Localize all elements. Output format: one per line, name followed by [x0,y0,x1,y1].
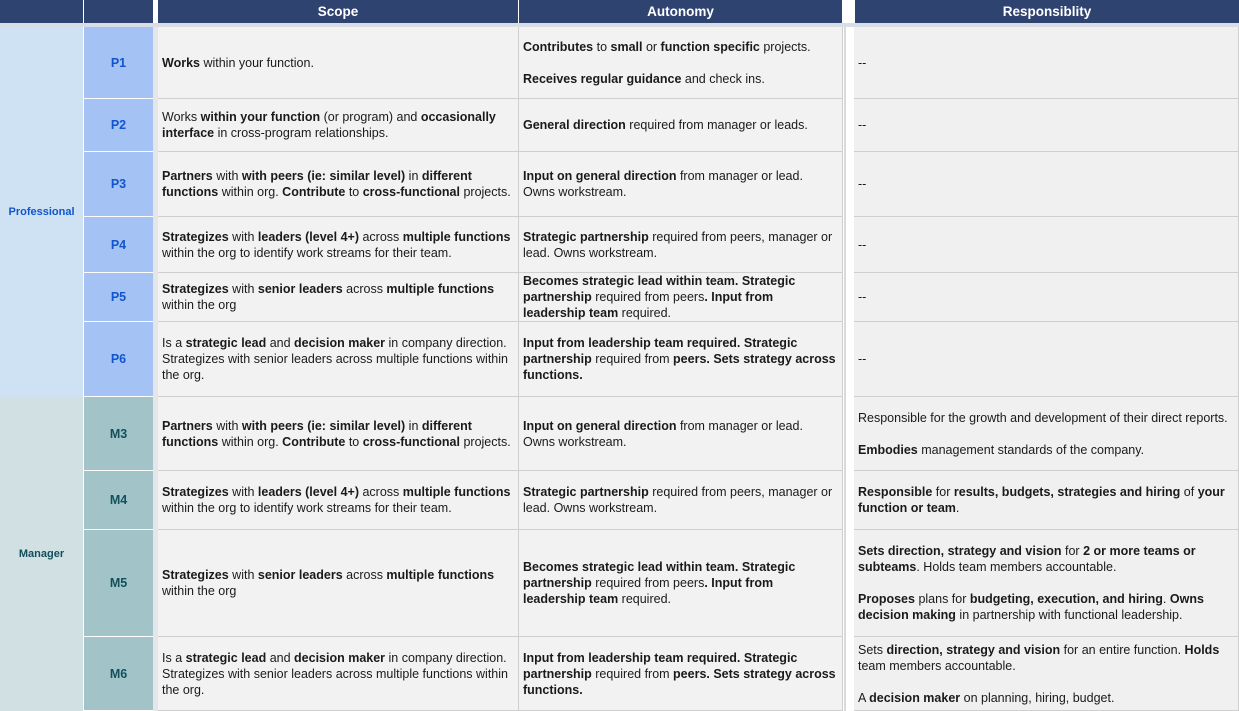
bold-text: Strategizes [162,282,229,296]
text-run: with [212,169,242,183]
bold-text: with peers (ie: similar level) [241,169,406,183]
text-run: required from manager or leads. [625,118,808,132]
level-label: P6 [84,322,153,397]
text-run: with [212,418,242,433]
paragraph [162,335,514,383]
bold-text: senior leaders [257,282,343,296]
text-run: on planning, hiring, budget. [960,690,1115,705]
paragraph [858,176,1234,192]
responsibility-cell [854,27,1239,99]
responsibility-cell [854,397,1239,471]
paragraph [523,71,838,87]
text-run: to [593,39,611,54]
text-run: -- [858,290,867,304]
bold-text: decision maker [294,336,386,350]
responsibility-cell [854,471,1239,530]
text-run: within org. [218,434,283,449]
text-run: Sets [858,642,887,657]
paragraph [162,229,514,261]
scope-cell [158,637,519,711]
text-run: -- [858,177,867,191]
text-run: Works [162,110,201,124]
bold-text: Strategic partnership [523,485,649,499]
bold-text: strategic lead [185,650,267,665]
paragraph-gap [858,575,1234,591]
bold-text: multiple functions [386,282,495,296]
text-run: . [1162,592,1170,606]
text-run: for [1061,544,1084,558]
paragraph [162,55,514,71]
bold-text: leaders (level 4+) [257,485,359,499]
text-run: across [359,229,403,244]
paragraph-gap [523,55,838,71]
paragraph [858,484,1234,516]
autonomy-cell [519,397,843,471]
paragraph [523,39,838,55]
text-run: for [932,485,954,499]
bold-text: multiple functions [386,568,495,582]
bold-text: Receives regular guidance [523,71,682,86]
text-run: within the org [162,298,237,312]
paragraph [858,55,1234,71]
bold-text: peers. Sets strategy across functions. [523,666,836,697]
responsibility-cell [854,217,1239,273]
paragraph-gap [858,426,1234,442]
text-run: A [858,690,870,705]
autonomy-cell [519,471,843,530]
text-run: within org. [218,185,283,199]
paragraph [162,650,514,698]
paragraph [858,351,1234,367]
text-run: within the org to identify work streams for their team. [162,501,452,515]
header-blank-level [84,0,153,23]
bold-text: 2 or more teams or subteams [858,544,1196,574]
paragraph [162,168,514,200]
text-run: in cross-program relationships. [214,126,389,140]
bold-text: General direction [523,118,626,132]
bold-text: different functions [162,418,472,449]
text-run: and [266,336,295,350]
text-run: required. [618,306,671,320]
text-run: in [405,418,422,433]
autonomy-cell [519,273,843,322]
level-label: P3 [84,152,153,217]
bold-text: Becomes strategic lead within team. Strategic partnership [523,560,796,590]
bold-text: cross-functional [362,185,460,199]
level-label: M3 [84,397,153,471]
text-run: to [345,185,363,199]
bold-text: Strategic partnership [523,229,649,244]
bold-text: Input from leadership team required. Strategic partnership [523,336,798,366]
scope-cell [158,152,519,217]
text-run: required from peers [591,576,705,590]
bold-text: Input on general direction [523,169,677,183]
bold-text: Contribute [282,185,346,199]
paragraph [858,642,1234,674]
text-run: -- [858,118,867,132]
paragraph [523,168,838,200]
paragraph [523,117,838,133]
bold-text: Works [162,55,200,70]
header-responsibility: Responsiblity [855,0,1239,23]
header-blank-group [0,0,83,23]
text-run: required from peers, manager or lead. Owns workstream. [523,229,833,260]
text-run: across [342,282,387,296]
bold-text: cross-functional [362,434,460,449]
bold-text: Holds [1184,642,1220,657]
bold-text: function specific [660,39,760,54]
text-run: team members accountable. [858,658,1016,673]
text-run: projects. [459,185,511,199]
bold-text: occasionally interface [162,110,496,140]
text-run: with [228,485,258,499]
scope-cell [158,471,519,530]
paragraph [523,650,838,698]
text-run: required. [618,592,671,606]
bold-text: Embodies [858,442,918,457]
bold-text: Strategizes [162,229,229,244]
bold-text: Responsible [858,485,933,499]
text-run: required from [591,352,674,366]
paragraph [162,281,514,313]
text-run: across [342,568,387,582]
autonomy-cell [519,530,843,637]
text-run: within the org [162,584,237,598]
text-run: required from peers [591,290,705,304]
paragraph [523,335,838,383]
bold-text: . Input from leadership team [523,290,774,320]
paragraph [162,418,514,450]
text-run: from manager or lead. Owns workstream. [523,418,803,449]
paragraph [523,484,838,516]
text-run: -- [858,55,867,70]
autonomy-cell [519,217,843,273]
text-run: with [228,282,258,296]
level-label: P5 [84,273,153,322]
scope-cell [158,273,519,322]
bold-text: Contribute [282,434,346,449]
responsibility-cell [854,530,1239,637]
text-run: within your function. [199,55,314,70]
paragraph [162,484,514,516]
bold-text: strategic lead [185,336,267,350]
paragraph [858,289,1234,305]
text-run: projects. [459,434,511,449]
text-run: across [359,485,403,499]
text-run: within the org to identify work streams for their team. [162,245,452,260]
paragraph [858,410,1234,426]
paragraph [858,237,1234,253]
text-run: -- [858,237,867,252]
autonomy-cell [519,152,843,217]
scope-cell [158,99,519,152]
autonomy-cell [519,322,843,397]
bold-text: Sets direction, strategy and vision [858,544,1062,558]
text-run: or [642,39,661,54]
text-run: in partnership with functional leadership. [955,608,1183,622]
scope-cell [158,397,519,471]
bold-text: leaders (level 4+) [257,229,359,244]
text-run: required from [591,666,674,681]
bold-text: Partners [162,418,213,433]
bold-text: within your function [200,110,321,124]
text-run: projects. [759,39,811,54]
group-label-professional: Professional [0,27,83,397]
group-label-manager: Manager [0,397,83,711]
scope-cell [158,322,519,397]
level-label: M4 [84,471,153,530]
bold-text: Input on general direction [523,418,677,433]
level-label: P4 [84,217,153,273]
paragraph [523,559,838,607]
level-label: M6 [84,637,153,711]
responsibility-cell [854,273,1239,322]
text-run: in company direction. Strategizes with senior leaders across multiple functions within the org. [162,336,508,382]
responsibility-cell [854,99,1239,152]
bold-text: Partners [162,169,213,183]
autonomy-cell [519,27,843,99]
bold-text: . Input from leadership team [523,576,774,606]
bold-text: direction, strategy and vision [886,642,1061,657]
text-run: plans for [914,592,970,606]
responsibility-cell [854,322,1239,397]
level-label: P1 [84,27,153,99]
bold-text: Strategizes [162,485,229,499]
text-run: for an entire function. [1060,642,1185,657]
text-run: . [955,501,960,515]
text-run: and check ins. [681,71,765,86]
bold-text: small [610,39,643,54]
responsibility-cell [854,637,1239,711]
column-separator [843,27,854,711]
bold-text: with peers (ie: similar level) [241,418,406,433]
paragraph [162,109,514,141]
bold-text: multiple functions [402,229,511,244]
paragraph [858,591,1234,623]
bold-text: Proposes [858,592,915,606]
bold-text: Contributes [523,39,594,54]
bold-text: senior leaders [257,568,343,582]
bold-text: different functions [162,169,472,199]
bold-text: decision maker [294,650,386,665]
level-label: M5 [84,530,153,637]
level-label: P2 [84,99,153,152]
autonomy-cell [519,637,843,711]
paragraph [858,442,1234,458]
scope-cell [158,530,519,637]
scope-cell [158,217,519,273]
header-scope: Scope [158,0,518,23]
text-run: in company direction. Strategizes with senior leaders across multiple functions within the org. [162,650,508,697]
bold-text: Strategizes [162,568,229,582]
paragraph [858,543,1234,575]
text-run: required from peers, manager or lead. Owns workstream. [523,485,833,515]
paragraph-gap [858,674,1234,690]
bold-text: Owns decision making [858,592,1204,622]
bold-text: budgeting, execution, and hiring [969,592,1163,606]
bold-text: multiple functions [402,485,511,499]
header-autonomy: Autonomy [519,0,842,23]
text-run: with [228,229,258,244]
text-run: from manager or lead. Owns workstream. [523,169,803,199]
bold-text: Input from leadership team required. Strategic partnership [523,650,798,681]
bold-text: decision maker [869,690,961,705]
text-run: in [405,169,422,183]
paragraph [523,273,838,321]
paragraph [858,117,1234,133]
text-run: Is a [162,336,186,350]
bold-text: Becomes strategic lead within team. Strategic partnership [523,274,796,304]
paragraph [523,229,838,261]
responsibility-cell [854,152,1239,217]
text-run: and [266,650,295,665]
text-run: management standards of the company. [917,442,1145,457]
text-run: to [345,434,363,449]
autonomy-cell [519,99,843,152]
text-run: . Holds team members accountable. [916,560,1117,574]
paragraph [523,418,838,450]
bold-text: peers. Sets strategy across functions. [523,352,836,382]
text-run: of [1180,485,1198,499]
bold-text: results, budgets, strategies and hiring [953,485,1181,499]
bold-text: your function or team [858,485,1225,515]
scope-cell [158,27,519,99]
text-run: (or program) and [320,110,421,124]
text-run: -- [858,352,867,366]
paragraph [162,567,514,599]
text-run: Is a [162,650,186,665]
text-run: Responsible for the growth and development of their direct reports. [858,410,1228,425]
text-run: with [228,568,258,582]
paragraph [858,690,1234,706]
